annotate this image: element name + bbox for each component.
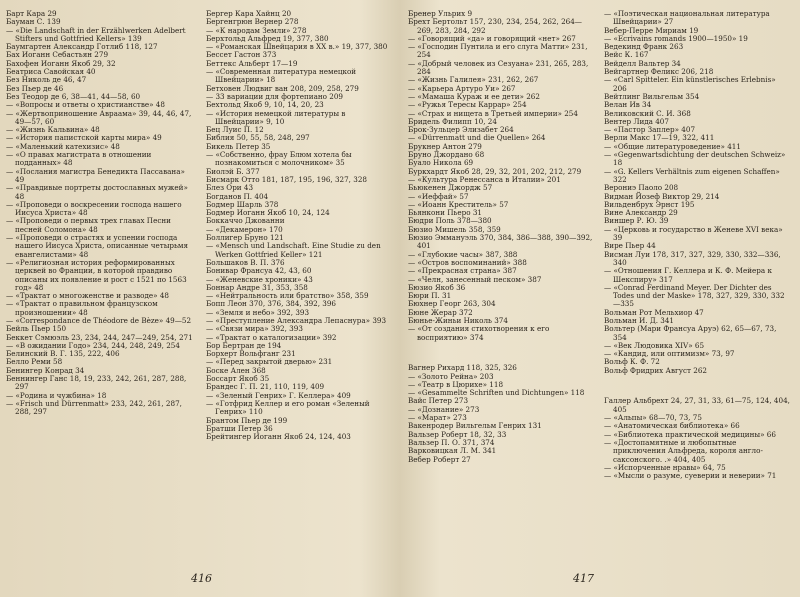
index-entry: Бессет Гастон 373 bbox=[206, 50, 277, 60]
index-entry: Бергенгрюн Вернер 278 bbox=[206, 17, 299, 27]
index-entry: — «Глубокие часы» 387, 388 bbox=[408, 249, 518, 259]
index-entry: — «Альпы» 68—70, 73, 75 bbox=[604, 413, 702, 423]
index-entry: Бах Иоганн Себастьян 279 bbox=[6, 50, 109, 60]
index-entry: — «Собственно, фрау Блюм хотела бы познакомиться с молочником» 35 bbox=[206, 150, 352, 168]
index-entry: — «Поэтическая национальная литература Швейцарии» 27 bbox=[604, 9, 770, 27]
index-entry: Большаков В. П. 376 bbox=[206, 257, 285, 267]
index-entry: Беккет Сэмюэль 23, 234, 244, 247—249, 254, 271 bbox=[6, 332, 193, 342]
index-entry: — «В ожидании Годо» 234, 244, 248, 249, 254 bbox=[6, 340, 180, 350]
index-column-3 bbox=[408, 10, 594, 464]
index-entry: Вебер Роберт 27 bbox=[408, 454, 471, 464]
index-entry: — «Остров воспоминаний» 388 bbox=[408, 257, 527, 267]
index-entry: — «Перед закрытой дверью» 231 bbox=[206, 357, 333, 367]
index-entry: — «Die Landschaft in der Erzählwerken Adelbert Stifters und Gottfried Kellers» 139 bbox=[6, 25, 186, 43]
index-entry: Вентер Лида 407 bbox=[604, 116, 669, 126]
index-entry: Братши Петер 36 bbox=[206, 423, 273, 433]
index-entry: Бонивар Франсуа 42, 43, 60 bbox=[206, 266, 312, 276]
index-entry: Вебер-Перре Мириам 19 bbox=[604, 25, 699, 35]
index-entry: — «Ecrivains romands 1900—1950» 19 bbox=[604, 33, 748, 43]
index-entry: Бодмер Иоганн Якоб 10, 24, 124 bbox=[206, 208, 330, 218]
index-entry: Беатриса Савойская 40 bbox=[6, 67, 96, 77]
index-entry: — «Мамаша Кураж и ее дети» 262 bbox=[408, 91, 540, 101]
index-entry: — «Проповеди о страстях и успении господа нашего Иисуса Христа, описанные четырьмя евангелистами» 48 bbox=[6, 233, 189, 259]
index-entry: Видман Йозеф Виктор 29, 214 bbox=[604, 191, 720, 201]
page-number-left: 416 bbox=[191, 572, 212, 585]
index-entry: Бергер Кара Хайнц 20 bbox=[206, 9, 292, 18]
index-entry: Бюзио Мишель 358, 359 bbox=[408, 224, 501, 234]
index-entry: Бюзио Якоб 36 bbox=[408, 282, 466, 292]
index-entry: — «Conrad Ferdinand Meyer. Der Dichter des Todes und der Maske» 178, 327, 329, 330, 332—335 bbox=[604, 282, 785, 309]
index-entry: Вайс Петер 273 bbox=[408, 396, 469, 406]
index-entry: Вейс К. 167 bbox=[604, 50, 649, 60]
section-gap bbox=[408, 349, 594, 357]
index-entry: Вакенродер Вильгельм Генрих 131 bbox=[408, 421, 542, 431]
index-entry: — «Религиозная история реформированных церквей во Франции, в которой правдиво описаны их появление и рост с 1521 по 1563 год» 48 bbox=[6, 257, 187, 292]
index-entry: — «Трактат о каталогизации» 392 bbox=[206, 332, 337, 342]
index-entry: Верли Макс 17—19, 322, 411 bbox=[604, 133, 715, 143]
index-entry: — «Библиотека практической медицины» 66 bbox=[604, 429, 776, 439]
index-entry: Белло Реми 58 bbox=[6, 357, 63, 367]
index-entry: Вейгартнер Феликс 206, 218 bbox=[604, 67, 714, 77]
index-entry: Бьянкони Пьеро 31 bbox=[408, 208, 482, 218]
index-entry: Бопп Леон 370, 376, 384, 392, 396 bbox=[206, 299, 336, 309]
index-entry: Вире Пьер 44 bbox=[604, 241, 656, 251]
index-entry: Бридель Филипп 10, 24 bbox=[408, 116, 497, 126]
index-entry: — «Иеффай» 57 bbox=[408, 191, 469, 201]
index-entry: — «Проповеди о первых трех главах Песни песней Соломона» 48 bbox=[6, 216, 171, 234]
index-entry: — «Золото Рейна» 203 bbox=[408, 371, 494, 381]
index-entry: — 33 вариации для фортепиано 209 bbox=[206, 91, 343, 101]
index-entry: Бюне Жерар 372 bbox=[408, 307, 473, 317]
index-entry: — «Прекрасная страна» 387 bbox=[408, 266, 517, 276]
index-entry: Бьюкенен Джордж 57 bbox=[408, 183, 493, 193]
index-entry: Варковицкая Л. М. 341 bbox=[408, 446, 497, 456]
index-entry: — «Марат» 273 bbox=[408, 413, 467, 423]
index-entry: Беттекс Альберт 17—19 bbox=[206, 58, 298, 68]
index-entry: Бикель Петер 35 bbox=[206, 141, 271, 151]
index-entry: Вальзер П. О. 371, 374 bbox=[408, 437, 495, 447]
index-entry: — «Добрый человек из Сезуана» 231, 265, 283, 284 bbox=[408, 58, 589, 77]
index-entry: — «Проповеди о воскресении господа нашего Иисуса Христа» 48 bbox=[6, 199, 182, 218]
index-entry: — «Dürrenmatt und die Quellen» 264 bbox=[408, 133, 546, 143]
index-entry: Брукнер Антон 279 bbox=[408, 141, 482, 151]
index-entry: Висман Луи 178, 317, 327, 329, 330, 332—336, 340 bbox=[604, 249, 781, 267]
index-entry: Вейделл Вальтер 34 bbox=[604, 58, 681, 68]
index-entry: — «Трактат о многоженстве и разводе» 48 bbox=[6, 291, 169, 301]
index-entry: Барт Кара 29 bbox=[6, 9, 57, 18]
left-page bbox=[6, 10, 400, 590]
index-entry: Бюнье-Жиньи Николь 374 bbox=[408, 315, 508, 325]
index-entry: — «Связи мира» 392, 393 bbox=[206, 324, 303, 334]
index-entry: — «Церковь и государство в Женеве XVI века» 39 bbox=[604, 224, 783, 243]
index-column-1 bbox=[6, 10, 196, 417]
index-entry: — «Общие литературоведение» 411 bbox=[604, 141, 741, 151]
index-column-4 bbox=[604, 10, 790, 480]
index-entry: Богданов П. 404 bbox=[206, 191, 269, 201]
index-entry: Брехт Бертольт 157, 230, 234, 254, 262, 264—269, 283, 284, 292 bbox=[408, 17, 582, 35]
index-entry: Боллигер Бруно 121 bbox=[206, 233, 284, 243]
index-entry: — «Пастор Заплер» 407 bbox=[604, 125, 696, 135]
index-entry: Брантом Пьер де 199 bbox=[206, 415, 288, 425]
index-entry: Берхтольд Альфред 19, 377, 380 bbox=[206, 33, 329, 43]
index-entry: — «Говорящий «да» и говорящий «нет» 267 bbox=[408, 33, 576, 43]
index-entry: — «Жизнь Галилея» 231, 262, 267 bbox=[408, 75, 539, 85]
index-entry: — «Иоанн Креститель» 57 bbox=[408, 199, 509, 209]
index-entry: Бахофен Иоганн Якоб 29, 32 bbox=[6, 58, 116, 68]
index-entry: Библия 50, 55, 58, 248, 297 bbox=[206, 133, 310, 143]
index-entry: — «Испорченные нравы» 64, 75 bbox=[604, 462, 726, 472]
index-entry: — «Gegenwartsdichtung der deutschen Schweiz» 18 bbox=[604, 150, 786, 168]
index-entry: Буркхардт Якоб 28, 29, 32, 201, 202, 212, 279 bbox=[408, 166, 582, 176]
index-entry: Боске Ален 368 bbox=[206, 365, 266, 375]
index-entry: Бейль Пьер 150 bbox=[6, 324, 67, 334]
index-entry: Беннингер Ганс 18, 19, 233, 242, 261, 287, 288, 297 bbox=[6, 374, 187, 392]
page-number-right: 417 bbox=[573, 572, 594, 585]
index-entry: Бодмер Шарль 378 bbox=[206, 199, 279, 209]
index-entry: Вагнер Рихард 118, 325, 326 bbox=[408, 363, 517, 373]
index-entry: — «Жизнь Кальвина» 48 bbox=[6, 125, 100, 135]
index-entry: — «История папистской карты мира» 49 bbox=[6, 133, 162, 143]
index-entry: — «Кандид, или оптимизм» 73, 97 bbox=[604, 349, 735, 359]
index-entry: Вильденбрух Эрнст 195 bbox=[604, 199, 695, 209]
index-entry: Велан Ив 34 bbox=[604, 100, 652, 110]
index-entry: Бетховен Людвиг ван 208, 209, 258, 279 bbox=[206, 83, 359, 93]
index-entry: Бюри П. 31 bbox=[408, 291, 452, 301]
index-entry: Вальзер Роберт 18, 32, 33 bbox=[408, 429, 507, 439]
index-entry: Бор Бертран де 194 bbox=[206, 340, 282, 350]
index-entry: — «Жертвоприношение Авраама» 39, 44, 46, 47, 49—57, 60 bbox=[6, 108, 192, 126]
index-entry: Вольф К. Ф. 72 bbox=[604, 357, 660, 367]
index-entry: Без Николь де 46, 47 bbox=[6, 75, 87, 85]
index-entry: — «Современная литература немецкой Швейцарии» 18 bbox=[206, 67, 357, 85]
index-entry: Бец Луис П. 12 bbox=[206, 125, 264, 135]
index-entry: — «Маленький катехизис» 48 bbox=[6, 141, 120, 151]
index-entry: Брандес Г. П. 21, 110, 119, 409 bbox=[206, 382, 325, 392]
index-entry: — «Достопамятные и любопытные приключения Альфреда, короля англо-саксонского. .» 404, 405 bbox=[604, 437, 763, 464]
index-entry: Бисмарк Отто 181, 187, 195, 196, 327, 328 bbox=[206, 174, 367, 184]
index-entry: — «Челн, занесенный песком» 387 bbox=[408, 274, 542, 284]
index-entry: Брейтингер Иоганн Якоб 24, 124, 403 bbox=[206, 432, 351, 442]
index-entry: Баумгартен Александр Готлиб 118, 127 bbox=[6, 42, 158, 52]
index-entry: Виншер Р. Ю. 39 bbox=[604, 216, 669, 226]
index-entry: Бруно Джордано 68 bbox=[408, 150, 485, 160]
index-entry: Брок-Зульцер Элизабет 264 bbox=[408, 125, 514, 135]
index-entry: — «Готфрид Келлер и его роман «Зеленый Генрих» 110 bbox=[206, 398, 370, 417]
index-entry: — «Карьера Артуро Уи» 267 bbox=[408, 83, 516, 93]
index-entry: Бауман С. 139 bbox=[6, 17, 61, 27]
index-entry: — «Gesammelte Schriften und Dichtungen» 118 bbox=[408, 388, 585, 398]
index-entry: — «Господин Пунтила и его слуга Матти» 231, 254 bbox=[408, 42, 588, 60]
index-entry: Вейтлинг Вильгельм 354 bbox=[604, 91, 700, 101]
index-column-2 bbox=[206, 10, 396, 441]
index-entry: — «О правах магистрата в отношении подданных» 48 bbox=[6, 150, 152, 168]
index-entry: Вине Александр 29 bbox=[604, 208, 678, 218]
index-entry: Ведекинд Франк 263 bbox=[604, 42, 684, 52]
index-entry: — «Зеленый Генрих» Г. Келлера» 409 bbox=[206, 390, 351, 400]
index-entry: — «Frisch und Dürrenmatt» 233, 242, 261, 287, 288, 297 bbox=[6, 398, 182, 417]
index-entry: — «Правдивые портреты достославных мужей» 48 bbox=[6, 183, 188, 201]
index-entry: — «Нейтральность или братство» 358, 359 bbox=[206, 291, 369, 301]
index-entry: Бренер Ульрих 9 bbox=[408, 9, 473, 18]
index-entry: — «Дознание» 273 bbox=[408, 404, 480, 414]
index-entry: — «Романская Швейцария в XX в.» 19, 377, 380 bbox=[206, 42, 388, 52]
index-entry: Бехтольд Якоб 9, 10, 14, 20, 23 bbox=[206, 100, 324, 110]
index-entry: Бюдри Поль 378—380 bbox=[408, 216, 492, 226]
index-entry: Боннар Андре 31, 353, 358 bbox=[206, 282, 308, 292]
index-entry: Великовский С. И. 368 bbox=[604, 108, 691, 118]
index-entry: — «Послания магистра Бенедикта Пассавана» 49 bbox=[6, 166, 185, 184]
index-entry: — «Женевские хроники» 43 bbox=[206, 274, 313, 284]
index-entry: — «Земля и небо» 392, 393 bbox=[206, 307, 310, 317]
index-entry: — «Театр в Цюрихе» 118 bbox=[408, 379, 504, 389]
index-entry: — «Ружья Тересы Каррар» 254 bbox=[408, 100, 527, 110]
index-entry: — «Вопросы и ответы о христианстве» 48 bbox=[6, 100, 165, 110]
index-entry: Бюхнер Георг 263, 304 bbox=[408, 299, 496, 309]
index-entry: — «К народам Земли» 278 bbox=[206, 25, 307, 35]
index-entry: Бенингер Конрад 34 bbox=[6, 365, 85, 375]
index-entry: — «Культура Ренессанса в Италии» 201 bbox=[408, 174, 561, 184]
index-entry: Галлер Альбрехт 24, 27, 31, 33, 61—75, 124, 404, 405 bbox=[604, 396, 790, 414]
index-entry: Верониэ Паоло 208 bbox=[604, 183, 679, 193]
index-entry: — «Век Людовика XIV» 65 bbox=[604, 340, 705, 350]
index-entry: Белинский В. Г. 135, 222, 406 bbox=[6, 349, 120, 359]
index-entry: Вольман Рот Мельхиор 47 bbox=[604, 307, 704, 317]
index-entry: — «От создания стихотворения к его восприятию» 374 bbox=[408, 324, 550, 342]
index-entry: — «История немецкой литературы в Швейцарии» 9, 10 bbox=[206, 108, 346, 126]
section-gap bbox=[604, 382, 790, 390]
index-entry: — «Mensch und Landschaft. Eine Studie zu den Werken Gottfried Keller» 121 bbox=[206, 241, 381, 259]
index-entry: — «Преступление Александра Лепаснура» 393 bbox=[206, 315, 387, 325]
index-entry: Боссарт Якоб 35 bbox=[206, 374, 270, 384]
index-entry: — «Декамерон» 170 bbox=[206, 224, 283, 234]
index-entry: — «Correspondance de Théodore de Bèze» 49—52 bbox=[6, 315, 192, 325]
index-entry: Боккаччо Джованни bbox=[206, 216, 285, 226]
index-entry: — «Родина и чужбина» 18 bbox=[6, 390, 107, 400]
index-entry: Без Теодор де 6, 38—41, 44—58, 60 bbox=[6, 91, 141, 101]
index-entry: Биолэй Б. 377 bbox=[206, 166, 260, 176]
index-entry: — «Carl Spitteler. Ein künstlerisches Erlebnis» 206 bbox=[604, 75, 776, 93]
index-entry: Буало Никола 69 bbox=[408, 158, 474, 168]
index-entry: Вольф Фридрих Август 262 bbox=[604, 365, 708, 375]
index-entry: Без Пьер де 46 bbox=[6, 83, 64, 93]
right-page bbox=[408, 10, 794, 590]
index-entry: — «Трактат о правильном французском произношении» 48 bbox=[6, 299, 158, 317]
index-entry: — «Отношения Г. Келлера и К. Ф. Мейера к Шекспиру» 317 bbox=[604, 266, 772, 284]
index-entry: Вольман И. Д. 341 bbox=[604, 315, 675, 325]
index-entry: — «G. Kellers Verhältnis zum eigenen Schaffen» 322 bbox=[604, 166, 780, 184]
index-entry: Блез Ори 43 bbox=[206, 183, 254, 193]
index-entry: Борхерт Вольфганг 231 bbox=[206, 349, 296, 359]
index-entry: Бюзио Эммануэль 370, 384, 386—388, 390—392, 401 bbox=[408, 233, 593, 251]
index-entry: — «Анатомическая библиотека» 66 bbox=[604, 421, 740, 431]
index-entry: — «Мысли о разуме, суеверии и неверии» 71 bbox=[604, 471, 777, 481]
index-entry: — «Страх и нищета в Третьей империи» 254 bbox=[408, 108, 578, 118]
index-entry: Вольтер (Мари Франсуа Аруэ) 62, 65—67, 73, 354 bbox=[604, 324, 777, 342]
